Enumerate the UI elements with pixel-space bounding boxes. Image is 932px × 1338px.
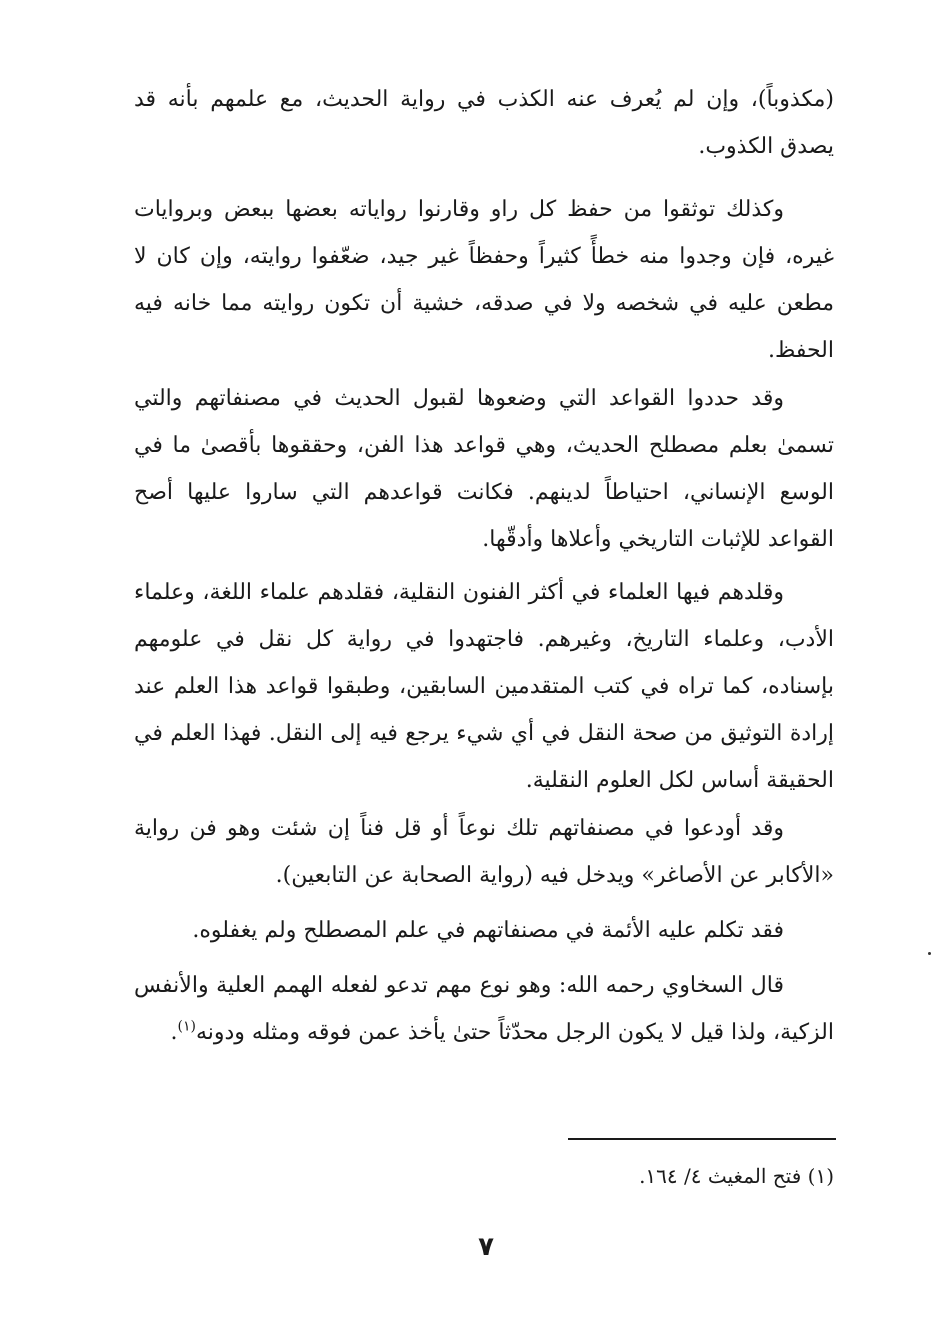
page-number: ٧ [478,1232,494,1262]
paragraph-5 [134,805,834,899]
footnote: (١) فتح المغيث ٤/ ١٦٤. [639,1164,834,1188]
paragraph-2 [134,186,834,374]
paragraph-text: وقد أودعوا في مصنفاتهم تلك نوعاً أو قل فناً إن شئت وهو فن رواية «الأكابر عن الأصاغر» ويدخل فيه (رواية الصحابة عن التابعين). [134,816,834,888]
paragraph-6 [134,907,834,954]
paragraph-4 [134,569,834,804]
scan-speck [928,952,931,955]
paragraph-text: وكذلك توثقوا من حفظ كل راو وقارنوا رواياته بعضها ببعض وبروايات غيره، فإن وجدوا منه خطأً كثيراً وحفظاً غير جيد، ضعّفوا روايته، وإن كان لا مطعن عليه في شخصه ولا في صدقه، خشية أن تكون روايته مما خانه فيه الحفظ. [134,197,834,363]
paragraph-7 [134,962,834,1056]
footnote-reference: (١) [177,1018,196,1035]
paragraph-text: فقد تكلم عليه الأئمة في مصنفاتهم في علم المصطلح ولم يغفلوه. [192,918,784,943]
paragraph-3 [134,375,834,563]
footnote-separator [568,1138,836,1140]
paragraph-text: وقد حددوا القواعد التي وضعوها لقبول الحديث في مصنفاتهم والتي تسمىٰ بعلم مصطلح الحديث، وهي قواعد هذا الفن، وحققوها بأقصىٰ ما في الوسع الإنساني، احتياطاً لدينهم. فكانت قواعدهم التي ساروا عليها أصح القواعد للإثبات التاريخي وأعلاها وأدقّها. [134,386,834,552]
paragraph-tail: . [170,1020,178,1045]
paragraph-text: (مكذوباً)، وإن لم يُعرف عنه الكذب في رواية الحديث، مع علمهم بأنه قد يصدق الكذوب. [134,87,834,159]
paragraph-1 [134,76,834,170]
paragraph-text: وقلدهم فيها العلماء في أكثر الفنون النقلية، فقلدهم علماء اللغة، وعلماء الأدب، وعلماء التاريخ، وغيرهم. فاجتهدوا في رواية كل نقل في علومهم بإسناده، كما تراه في كتب المتقدمين السابقين، وطبقوا قواعد هذا العلم عند إرادة التوثيق من صحة النقل في أي شيء يرجع فيه إلى النقل. فهذا العلم في الحقيقة أساس لكل العلوم النقلية. [134,580,834,793]
paragraph-text [134,962,834,1056]
paragraph-body: قال السخاوي رحمه الله: وهو نوع مهم تدعو لفعله الهمم العلية والأنفس الزكية، ولذا قيل لا يكون الرجل محدّثاً حتىٰ يأخذ عمن فوقه ومثله ودونه [134,973,834,1045]
